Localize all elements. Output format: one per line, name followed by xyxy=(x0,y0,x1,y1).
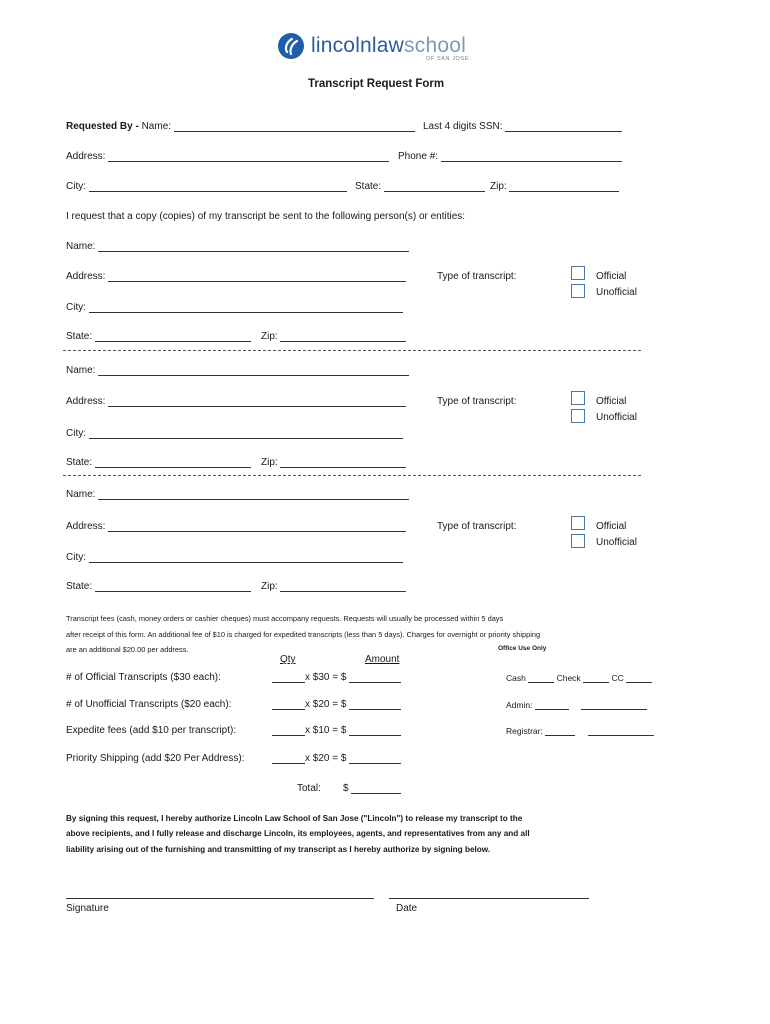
recipient-1-type-label: Type of transcript: xyxy=(437,271,517,282)
requester-city-field[interactable] xyxy=(89,181,347,192)
shipping-amount-field[interactable] xyxy=(349,753,401,764)
recipient-2-zip-row: Zip: xyxy=(261,457,406,468)
office-check-field[interactable] xyxy=(583,673,609,683)
expedite-qty-field[interactable] xyxy=(272,725,305,736)
office-admin-field-2[interactable] xyxy=(581,700,647,710)
recipient-2-state-field[interactable] xyxy=(95,457,251,468)
recipient-3-address-field[interactable] xyxy=(108,521,406,532)
fees-note-line-1: Transcript fees (cash, money orders or cashier cheques) must accompany requests. Requests will usually be processed within 5 days xyxy=(66,614,504,623)
recipient-3-city-row: City: xyxy=(66,552,403,563)
fee-row-unofficial-calc: x $20 = $ xyxy=(272,699,401,710)
unofficial-amount-field[interactable] xyxy=(349,699,401,710)
unofficial-qty-field[interactable] xyxy=(272,699,305,710)
school-logo-wordmark: lincolnlawschool xyxy=(311,34,466,57)
office-payment-row: Cash Check CC xyxy=(506,673,652,683)
requester-zip-row: Zip: xyxy=(490,181,619,192)
ssn-row: Last 4 digits SSN: xyxy=(423,121,622,132)
signature-label: Signature xyxy=(66,903,109,914)
recipient-1-official-checkbox[interactable] xyxy=(571,266,585,280)
recipient-2-name-field[interactable] xyxy=(98,365,409,376)
recipient-3-unofficial-label: Unofficial xyxy=(596,537,637,548)
recipient-2-official-label: Official xyxy=(596,396,627,407)
requester-name-field[interactable] xyxy=(174,121,415,132)
office-admin-field-1[interactable] xyxy=(535,700,569,710)
section-divider xyxy=(63,350,641,351)
recipient-1-official-label: Official xyxy=(596,271,627,282)
recipient-3-official-checkbox[interactable] xyxy=(571,516,585,530)
requester-zip-field[interactable] xyxy=(509,181,619,192)
recipient-1-city-row: City: xyxy=(66,302,403,313)
qty-header: Qty xyxy=(280,654,296,665)
ssn-field[interactable] xyxy=(505,121,622,132)
recipient-3-name-row: Name: xyxy=(66,489,409,500)
authorization-line-1: By signing this request, I hereby authorize Lincoln Law School of San Jose ("Lincoln") to release my transcript to the xyxy=(66,814,523,823)
office-use-heading: Office Use Only xyxy=(498,645,547,652)
fee-row-unofficial-label: # of Unofficial Transcripts ($20 each): xyxy=(66,699,232,710)
recipient-2-official-checkbox[interactable] xyxy=(571,391,585,405)
recipient-1-name-row: Name: xyxy=(66,241,409,252)
total-label: Total: xyxy=(297,783,321,794)
expedite-amount-field[interactable] xyxy=(349,725,401,736)
recipient-1-city-field[interactable] xyxy=(89,302,403,313)
recipient-3-zip-row: Zip: xyxy=(261,581,406,592)
recipient-3-state-row: State: xyxy=(66,581,251,592)
recipient-2-address-field[interactable] xyxy=(108,396,406,407)
fee-row-shipping-label: Priority Shipping (add $20 Per Address): xyxy=(66,753,245,764)
recipient-1-zip-field[interactable] xyxy=(280,331,406,342)
shipping-qty-field[interactable] xyxy=(272,753,305,764)
recipient-3-city-field[interactable] xyxy=(89,552,403,563)
recipient-1-address-row: Address: xyxy=(66,271,406,282)
recipient-2-unofficial-label: Unofficial xyxy=(596,412,637,423)
recipient-2-name-row: Name: xyxy=(66,365,409,376)
authorization-line-2: above recipients, and I fully release and discharge Lincoln, its employees, agents, and representatives from any and all xyxy=(66,829,530,838)
recipient-2-state-row: State: xyxy=(66,457,251,468)
recipient-1-unofficial-label: Unofficial xyxy=(596,287,637,298)
requester-address-row: Address: xyxy=(66,151,389,162)
authorization-line-3: liability arising out of the furnishing and transmitting of my transcript as I hereby authorize by signing below. xyxy=(66,845,491,854)
office-cc-field[interactable] xyxy=(626,673,652,683)
recipient-3-name-field[interactable] xyxy=(98,489,409,500)
school-logo-subtitle: OF SAN JOSE xyxy=(426,56,469,62)
fees-note-line-3: are an additional $20.00 per address. xyxy=(66,645,189,654)
fee-row-official-calc: x $30 = $ xyxy=(272,672,401,683)
recipient-2-type-label: Type of transcript: xyxy=(437,396,517,407)
recipient-1-unofficial-checkbox[interactable] xyxy=(571,284,585,298)
requester-address-field[interactable] xyxy=(108,151,389,162)
recipient-2-city-field[interactable] xyxy=(89,428,403,439)
phone-field[interactable] xyxy=(441,151,622,162)
requester-city-row: City: xyxy=(66,181,347,192)
section-divider xyxy=(63,475,641,476)
phone-row: Phone #: xyxy=(398,151,622,162)
recipient-3-state-field[interactable] xyxy=(95,581,251,592)
office-registrar-row: Registrar: xyxy=(506,726,654,736)
recipient-1-address-field[interactable] xyxy=(108,271,406,282)
recipient-3-official-label: Official xyxy=(596,521,627,532)
recipient-2-city-row: City: xyxy=(66,428,403,439)
office-cash-field[interactable] xyxy=(528,673,554,683)
school-logo-icon xyxy=(278,33,304,59)
date-field[interactable] xyxy=(389,888,589,899)
recipient-3-address-row: Address: xyxy=(66,521,406,532)
official-amount-field[interactable] xyxy=(349,672,401,683)
recipient-3-type-label: Type of transcript: xyxy=(437,521,517,532)
requester-state-row: State: xyxy=(355,181,485,192)
recipient-1-zip-row: Zip: xyxy=(261,331,406,342)
fee-row-expedite-calc: x $10 = $ xyxy=(272,725,401,736)
office-registrar-field-1[interactable] xyxy=(545,726,575,736)
recipient-2-zip-field[interactable] xyxy=(280,457,406,468)
requested-by-row: Requested By - Name: xyxy=(66,121,415,132)
recipient-3-unofficial-checkbox[interactable] xyxy=(571,534,585,548)
recipient-1-state-field[interactable] xyxy=(95,331,251,342)
office-registrar-field-2[interactable] xyxy=(588,726,654,736)
fee-row-expedite-label: Expedite fees (add $10 per transcript): xyxy=(66,725,237,736)
request-statement: I request that a copy (copies) of my transcript be sent to the following person(s) or entities: xyxy=(66,211,466,222)
total-amount-field[interactable] xyxy=(351,783,401,794)
recipient-3-zip-field[interactable] xyxy=(280,581,406,592)
fee-row-shipping-calc: x $20 = $ xyxy=(272,753,401,764)
signature-field[interactable] xyxy=(66,888,374,899)
requester-state-field[interactable] xyxy=(384,181,485,192)
official-qty-field[interactable] xyxy=(272,672,305,683)
page-title: Transcript Request Form xyxy=(308,78,445,90)
recipient-2-address-row: Address: xyxy=(66,396,406,407)
recipient-1-state-row: State: xyxy=(66,331,251,342)
recipient-2-unofficial-checkbox[interactable] xyxy=(571,409,585,423)
recipient-1-name-field[interactable] xyxy=(98,241,409,252)
amount-header: Amount xyxy=(365,654,400,665)
fee-row-official-label: # of Official Transcripts ($30 each): xyxy=(66,672,221,683)
date-label: Date xyxy=(396,903,418,914)
total-row: $ xyxy=(343,783,401,794)
office-admin-row: Admin: xyxy=(506,700,647,710)
fees-note-line-2: after receipt of this form. An additional fee of $10 is charged for expedited transcripts (less than 5 days). Charges for overnight or priority shipping xyxy=(66,630,541,639)
